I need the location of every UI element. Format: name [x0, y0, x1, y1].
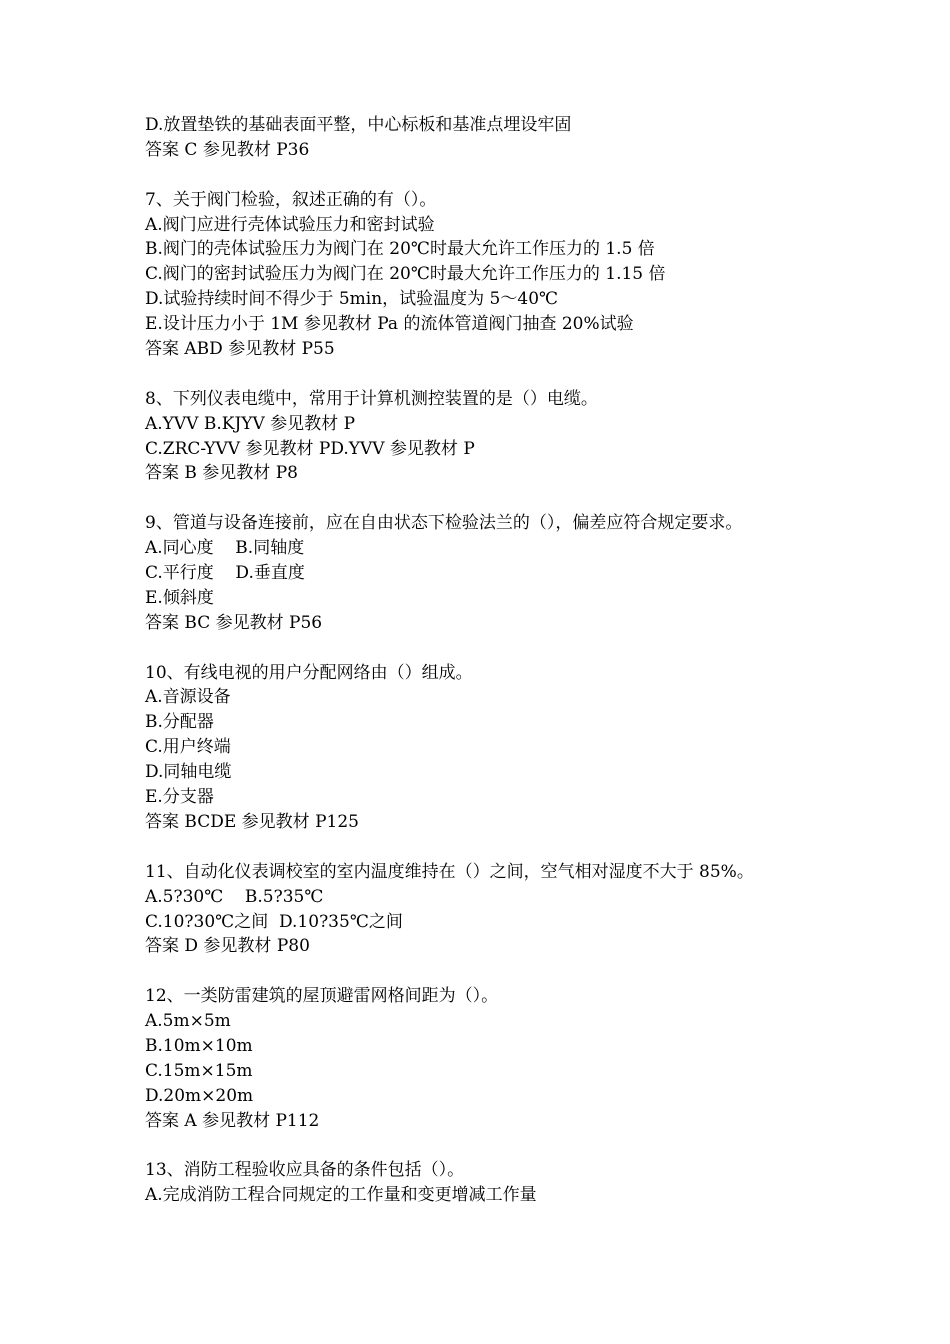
option-line: D.放置垫铁的基础表面平整，中心标板和基准点埋设牢固: [145, 115, 572, 135]
answer-line: 答案 C 参见教材 P36: [145, 139, 310, 160]
option-line: E.倾斜度: [145, 587, 214, 608]
spacer: [145, 362, 905, 387]
spacer: [145, 163, 905, 188]
question-6-tail: [145, 113, 905, 163]
option-line: B.10m×10m: [145, 1035, 253, 1056]
option-line: C.ZRC-YVV 参见教材 PD.YVV 参见教材 P: [145, 438, 475, 459]
question-11: [145, 860, 905, 960]
option-line: A.YVV B.KJYV 参见教材 P: [145, 413, 356, 434]
option-line: A.5m×5m: [145, 1011, 231, 1032]
option-line: B.分配器: [145, 712, 214, 733]
option-line: A.完成消防工程合同规定的工作量和变更增减工作量: [145, 1185, 537, 1206]
spacer: [145, 835, 905, 860]
question-13: [145, 1158, 905, 1208]
option-line: C.用户终端: [145, 737, 231, 758]
question-9: [145, 511, 905, 635]
answer-line: 答案 ABD 参见教材 P55: [145, 339, 335, 360]
option-line: B.阀门的壳体试验压力为阀门在 20℃时最大允许工作压力的 1.5 倍: [145, 239, 655, 260]
question-12: [145, 984, 905, 1133]
answer-line: 答案 A 参见教材 P112: [145, 1110, 320, 1131]
option-line: D.试验持续时间不得少于 5min，试验温度为 5～40℃: [145, 289, 559, 310]
option-line: A.5?30℃ B.5?35℃: [145, 886, 324, 907]
option-line: A.音源设备: [145, 687, 231, 708]
spacer: [145, 636, 905, 661]
question-stem: 10、有线电视的用户分配网络由（）组成。: [145, 662, 473, 683]
question-stem: 11、自动化仪表调校室的室内温度维持在（）之间，空气相对湿度不大于 85%。: [145, 861, 754, 882]
option-line: D.同轴电缆: [145, 762, 232, 783]
question-8: [145, 387, 905, 487]
option-line: C.10?30℃之间 D.10?35℃之间: [145, 911, 403, 932]
option-line: E.设计压力小于 1M 参见教材 Pa 的流体管道阀门抽查 20%试验: [145, 314, 634, 335]
question-10: [145, 661, 905, 835]
option-line: A.同心度 B.同轴度: [145, 538, 305, 559]
question-stem: 13、消防工程验收应具备的条件包括（）。: [145, 1160, 465, 1181]
option-line: C.平行度 D.垂直度: [145, 563, 305, 584]
question-stem: 7、关于阀门检验，叙述正确的有（）。: [145, 189, 437, 210]
spacer: [145, 1134, 905, 1159]
option-line: D.20m×20m: [145, 1085, 254, 1106]
question-stem: 12、一类防雷建筑的屋顶避雷网格间距为（）。: [145, 986, 499, 1007]
option-line: C.15m×15m: [145, 1060, 253, 1081]
answer-line: 答案 BC 参见教材 P56: [145, 612, 323, 633]
spacer: [145, 959, 905, 984]
answer-line: 答案 BCDE 参见教材 P125: [145, 811, 359, 832]
question-stem: 8、下列仪表电缆中，常用于计算机测控装置的是（）电缆。: [145, 388, 598, 409]
option-line: A.阀门应进行壳体试验压力和密封试验: [145, 214, 435, 235]
option-line: E.分支器: [145, 787, 214, 808]
spacer: [145, 486, 905, 511]
question-stem: 9、管道与设备连接前，应在自由状态下检验法兰的（），偏差应符合规定要求。: [145, 513, 743, 534]
answer-line: 答案 B 参见教材 P8: [145, 463, 298, 484]
option-line: C.阀门的密封试验压力为阀门在 20℃时最大允许工作压力的 1.15 倍: [145, 264, 666, 285]
document-body: [145, 113, 905, 1208]
question-7: [145, 188, 905, 362]
answer-line: 答案 D 参见教材 P80: [145, 936, 310, 957]
